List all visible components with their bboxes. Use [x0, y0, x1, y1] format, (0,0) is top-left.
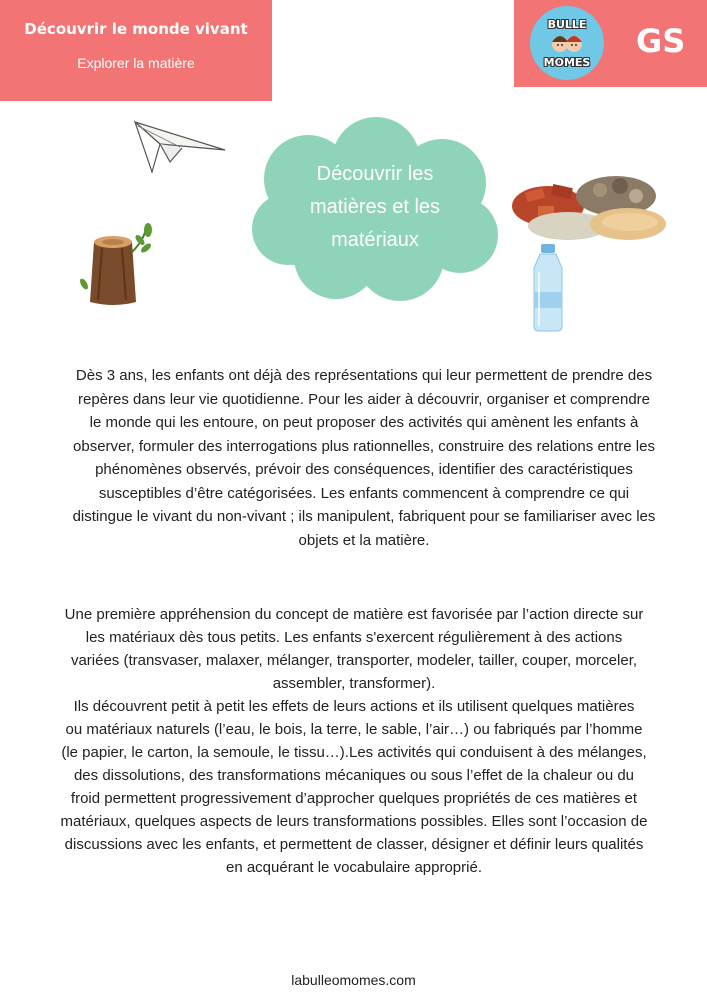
intro-paragraph [48, 364, 680, 552]
paragraph-line: phénomènes observés, prévoir des conséquences, identifier des caractéristiques [95, 461, 633, 478]
materials-pile-icon [508, 166, 668, 244]
header-subtitle: Explorer la matière [77, 55, 195, 71]
paragraph-line: ou matériaux naturels (l’eau, le bois, la terre, le sable, l’air…) ou fabriqués par l’homme [65, 721, 643, 738]
cloud-title [280, 158, 470, 257]
paragraph-line: objets et la matière. [298, 531, 430, 549]
header-title: Découvrir le monde vivant [24, 20, 248, 38]
matter-paragraph [28, 603, 680, 879]
brand-logo [530, 6, 604, 80]
paragraph-line: repères dans leur vie quotidienne. Pour les aider à découvrir, organiser et comprendre [78, 390, 650, 408]
paragraph-line: le monde qui les entoure, on peut proposer des activités qui amènent les enfants à [89, 414, 639, 431]
paragraph-line: froid permettent progressivement d’approcher quelques propriétés de ces matières et [70, 790, 638, 807]
water-bottle-icon [524, 242, 572, 334]
logo-text-bottom: MOMES [543, 56, 591, 69]
cloud-title-line: Découvrir les [316, 163, 434, 185]
paragraph-line: Une première appréhension du concept de matière est favorisée par l’action directe sur [64, 606, 644, 623]
kids-faces-icon [550, 30, 584, 56]
paragraph-line: discussions avec les enfants, et permettent de classer, désigner et définir leurs qualités [64, 836, 644, 853]
header-banner [0, 0, 272, 101]
paragraph-line: observer, formuler des interrogations plus rationnelles, construire des relations entre les [73, 437, 655, 455]
paragraph-line: susceptibles d’être catégorisées. Les enfants commencent à comprendre ce qui [98, 484, 630, 502]
tree-stump-icon [74, 222, 160, 310]
paragraph-line: les matériaux dès tous petits. Les enfants s'exercent régulièrement à des actions [85, 629, 623, 646]
paragraph-line: Ils découvrent petit à petit les effets de leurs actions et ils utilisent quelques matières [73, 698, 635, 715]
header-level-block [514, 0, 707, 87]
paragraph-line: variées (transvaser, malaxer, mélanger, transporter, modeler, tailler, couper, morceler, [70, 652, 638, 669]
cloud-title-line: matières et les [309, 196, 441, 218]
cloud-title-line: matériaux [331, 229, 419, 251]
footer-site-link[interactable]: labulleomomes.com [291, 972, 416, 988]
paper-plane-icon [130, 116, 230, 178]
paragraph-line: matériaux, quelques aspects de leurs transformations possibles. Elles sont l’occasion de [60, 813, 648, 830]
paragraph-line: assembler, transformer). [272, 675, 436, 692]
paragraph-line: distingue le vivant du non-vivant ; ils manipulent, fabriquent pour se familiariser avec les [72, 508, 656, 525]
paragraph-line: (le papier, le carton, la semoule, le tissu…).Les activités qui conduisent à des mélanges, [61, 744, 647, 761]
level-badge: GS [636, 22, 686, 60]
paragraph-line: Dès 3 ans, les enfants ont déjà des représentations qui leur permettent de prendre des [75, 367, 653, 384]
logo-text-top: BULLE [547, 18, 587, 31]
paragraph-line: en acquérant le vocabulaire approprié. [225, 859, 482, 876]
paragraph-line: des dissolutions, des transformations mécaniques ou sous l’effet de la chaleur ou du [73, 767, 635, 784]
